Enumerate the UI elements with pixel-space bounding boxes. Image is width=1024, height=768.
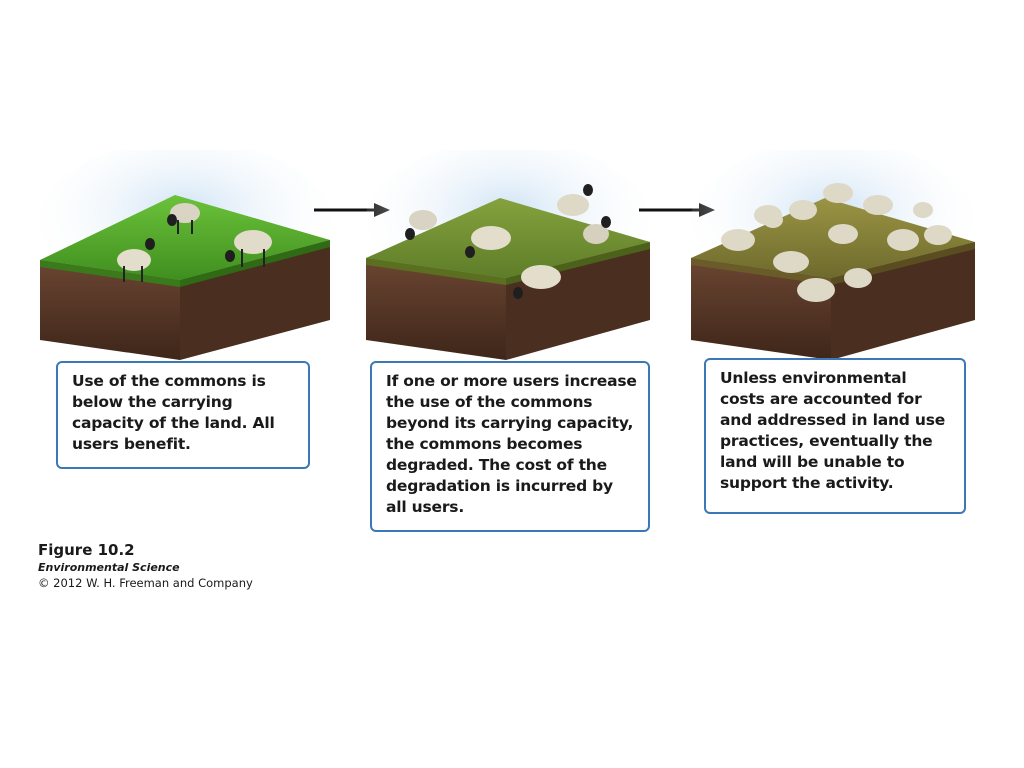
caption-line: support the activity. <box>720 474 894 492</box>
land-block-grazed <box>358 150 658 360</box>
sheep-icon <box>773 251 809 273</box>
sheep-icon <box>789 200 817 220</box>
figure-book-title: Environmental Science <box>38 561 180 574</box>
sheep-icon <box>763 212 783 228</box>
sheep-icon <box>863 195 893 215</box>
caption-line: below the carrying <box>72 393 233 411</box>
caption-line: degradation is incurred by <box>386 477 613 495</box>
sheep-icon <box>887 229 919 251</box>
caption-line: land will be unable to <box>720 453 905 471</box>
caption-line: users benefit. <box>72 435 191 453</box>
sheep-icon <box>828 224 858 244</box>
caption-line: and addressed in land use <box>720 411 946 429</box>
caption-line: capacity of the land. All <box>72 414 275 432</box>
sheep-icon <box>924 225 952 245</box>
land-block-degraded <box>683 150 983 360</box>
figure-credit <box>38 541 253 591</box>
figure-label: Figure 10.2 <box>38 541 135 559</box>
caption-line: practices, eventually the <box>720 432 933 450</box>
caption-box-1 <box>56 361 310 469</box>
caption-box-3 <box>704 358 966 514</box>
caption-line: the commons becomes <box>386 435 583 453</box>
sheep-icon <box>797 278 835 302</box>
caption-line: beyond its carrying capacity, <box>386 414 634 432</box>
sheep-icon <box>823 183 853 203</box>
caption-box-2 <box>370 361 650 532</box>
sheep-icon <box>913 202 933 218</box>
caption-line: If one or more users increase <box>386 372 637 390</box>
caption-line: Unless environmental <box>720 369 907 387</box>
sheep-icon <box>844 268 872 288</box>
caption-line: the use of the commons <box>386 393 593 411</box>
land-block-healthy <box>30 150 340 360</box>
caption-line: costs are accounted for <box>720 390 922 408</box>
sheep-icon <box>721 229 755 251</box>
caption-line: all users. <box>386 498 465 516</box>
caption-line: Use of the commons is <box>72 372 266 390</box>
figure-copyright: © 2012 W. H. Freeman and Company <box>38 576 253 590</box>
caption-line: degraded. The cost of the <box>386 456 607 474</box>
